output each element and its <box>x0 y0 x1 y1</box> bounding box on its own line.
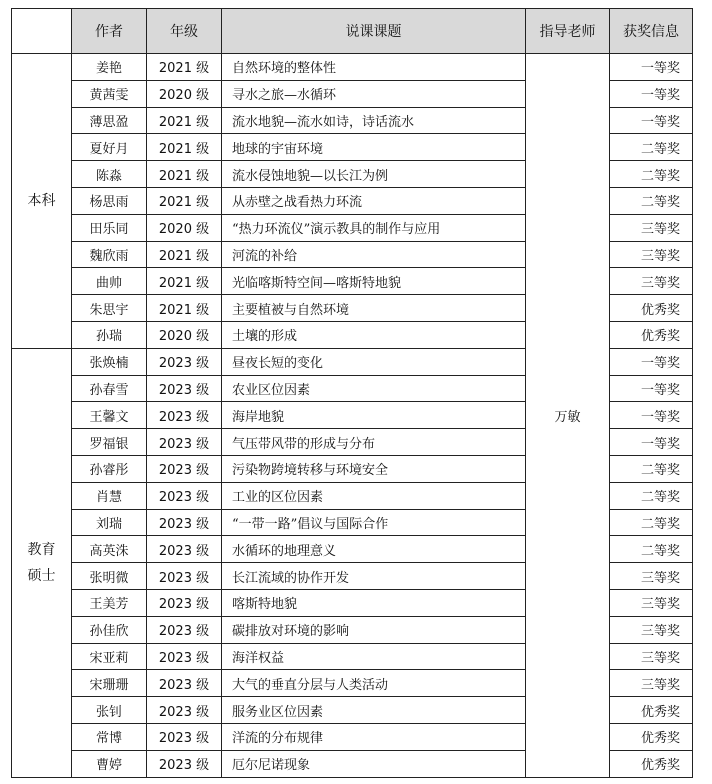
topic-cell: 工业的区位因素 <box>222 482 526 509</box>
grade-cell: 2021 级 <box>147 187 222 214</box>
author-cell: 夏好月 <box>72 134 147 161</box>
author-cell: 高英洙 <box>72 536 147 563</box>
author-cell: 薄思盈 <box>72 107 147 134</box>
grade-cell: 2023 级 <box>147 697 222 724</box>
header-grade: 年级 <box>147 9 222 54</box>
grade-cell: 2021 级 <box>147 161 222 188</box>
awards-table <box>11 8 693 778</box>
grade-cell: 2023 级 <box>147 723 222 750</box>
award-cell: 二等奖 <box>610 161 693 188</box>
header-row <box>12 9 693 54</box>
grade-cell: 2020 级 <box>147 80 222 107</box>
topic-cell: 河流的补给 <box>222 241 526 268</box>
author-cell: 宋珊珊 <box>72 670 147 697</box>
award-cell: 二等奖 <box>610 536 693 563</box>
grade-cell: 2023 级 <box>147 589 222 616</box>
header-award: 获奖信息 <box>610 9 693 54</box>
table-row <box>12 54 693 81</box>
award-cell: 一等奖 <box>610 54 693 81</box>
award-cell: 一等奖 <box>610 348 693 375</box>
author-cell: 杨思雨 <box>72 187 147 214</box>
topic-cell: 主要植被与自然环境 <box>222 295 526 322</box>
grade-cell: 2023 级 <box>147 482 222 509</box>
header-topic: 说课课题 <box>222 9 526 54</box>
topic-cell: 光临喀斯特空间—喀斯特地貌 <box>222 268 526 295</box>
award-cell: 优秀奖 <box>610 321 693 348</box>
grade-cell: 2023 级 <box>147 670 222 697</box>
author-cell: 田乐同 <box>72 214 147 241</box>
grade-cell: 2020 级 <box>147 321 222 348</box>
award-cell: 二等奖 <box>610 187 693 214</box>
topic-cell: 洋流的分布规律 <box>222 723 526 750</box>
grade-cell: 2021 级 <box>147 54 222 81</box>
header-teacher: 指导老师 <box>526 9 610 54</box>
author-cell: 姜艳 <box>72 54 147 81</box>
author-cell: 张焕楠 <box>72 348 147 375</box>
topic-cell: “一带一路”倡议与国际合作 <box>222 509 526 536</box>
grade-cell: 2021 级 <box>147 107 222 134</box>
topic-cell: 大气的垂直分层与人类活动 <box>222 670 526 697</box>
grade-cell: 2023 级 <box>147 348 222 375</box>
award-cell: 一等奖 <box>610 402 693 429</box>
topic-cell: 污染物跨境转移与环境安全 <box>222 455 526 482</box>
grade-cell: 2023 级 <box>147 563 222 590</box>
header-author: 作者 <box>72 9 147 54</box>
group-label: 教育 硕士 <box>12 348 72 777</box>
award-cell: 三等奖 <box>610 268 693 295</box>
award-cell: 优秀奖 <box>610 723 693 750</box>
author-cell: 孙春雪 <box>72 375 147 402</box>
author-cell: 常博 <box>72 723 147 750</box>
grade-cell: 2023 级 <box>147 375 222 402</box>
topic-cell: 厄尔尼诺现象 <box>222 750 526 777</box>
award-cell: 二等奖 <box>610 455 693 482</box>
grade-cell: 2021 级 <box>147 295 222 322</box>
topic-cell: “热力环流仪”演示教具的制作与应用 <box>222 214 526 241</box>
header-group <box>12 9 72 54</box>
topic-cell: 地球的宇宙环境 <box>222 134 526 161</box>
topic-cell: 流水地貌—流水如诗，诗话流水 <box>222 107 526 134</box>
grade-cell: 2023 级 <box>147 429 222 456</box>
topic-cell: 长江流域的协作开发 <box>222 563 526 590</box>
author-cell: 刘瑞 <box>72 509 147 536</box>
award-cell: 二等奖 <box>610 482 693 509</box>
grade-cell: 2021 级 <box>147 268 222 295</box>
group-label: 本科 <box>12 54 72 349</box>
author-cell: 孙佳欣 <box>72 616 147 643</box>
topic-cell: 农业区位因素 <box>222 375 526 402</box>
author-cell: 张明微 <box>72 563 147 590</box>
topic-cell: 喀斯特地貌 <box>222 589 526 616</box>
author-cell: 孙睿彤 <box>72 455 147 482</box>
topic-cell: 服务业区位因素 <box>222 697 526 724</box>
grade-cell: 2020 级 <box>147 214 222 241</box>
author-cell: 王美芳 <box>72 589 147 616</box>
author-cell: 宋亚莉 <box>72 643 147 670</box>
award-cell: 三等奖 <box>610 241 693 268</box>
author-cell: 黄茜雯 <box>72 80 147 107</box>
award-cell: 三等奖 <box>610 589 693 616</box>
award-cell: 三等奖 <box>610 214 693 241</box>
author-cell: 孙瑞 <box>72 321 147 348</box>
topic-cell: 水循环的地理意义 <box>222 536 526 563</box>
award-cell: 一等奖 <box>610 429 693 456</box>
grade-cell: 2023 级 <box>147 455 222 482</box>
award-cell: 三等奖 <box>610 670 693 697</box>
topic-cell: 海洋权益 <box>222 643 526 670</box>
author-cell: 魏欣雨 <box>72 241 147 268</box>
grade-cell: 2023 级 <box>147 750 222 777</box>
table-body <box>12 54 693 778</box>
grade-cell: 2023 级 <box>147 402 222 429</box>
award-cell: 三等奖 <box>610 563 693 590</box>
award-cell: 优秀奖 <box>610 295 693 322</box>
topic-cell: 气压带风带的形成与分布 <box>222 429 526 456</box>
author-cell: 张钊 <box>72 697 147 724</box>
grade-cell: 2021 级 <box>147 134 222 161</box>
award-cell: 一等奖 <box>610 80 693 107</box>
award-cell: 一等奖 <box>610 107 693 134</box>
author-cell: 罗福银 <box>72 429 147 456</box>
topic-cell: 寻水之旅—水循环 <box>222 80 526 107</box>
topic-cell: 自然环境的整体性 <box>222 54 526 81</box>
author-cell: 肖慧 <box>72 482 147 509</box>
topic-cell: 昼夜长短的变化 <box>222 348 526 375</box>
topic-cell: 碳排放对环境的影响 <box>222 616 526 643</box>
award-cell: 优秀奖 <box>610 750 693 777</box>
topic-cell: 从赤壁之战看热力环流 <box>222 187 526 214</box>
award-cell: 二等奖 <box>610 134 693 161</box>
author-cell: 曹婷 <box>72 750 147 777</box>
grade-cell: 2023 级 <box>147 536 222 563</box>
author-cell: 曲帅 <box>72 268 147 295</box>
grade-cell: 2023 级 <box>147 643 222 670</box>
topic-cell: 流水侵蚀地貌—以长江为例 <box>222 161 526 188</box>
author-cell: 陈淼 <box>72 161 147 188</box>
topic-cell: 海岸地貌 <box>222 402 526 429</box>
grade-cell: 2023 级 <box>147 509 222 536</box>
award-cell: 三等奖 <box>610 643 693 670</box>
award-cell: 一等奖 <box>610 375 693 402</box>
award-cell: 三等奖 <box>610 616 693 643</box>
author-cell: 王馨文 <box>72 402 147 429</box>
award-cell: 优秀奖 <box>610 697 693 724</box>
grade-cell: 2023 级 <box>147 616 222 643</box>
award-cell: 二等奖 <box>610 509 693 536</box>
grade-cell: 2021 级 <box>147 241 222 268</box>
teacher-cell: 万敏 <box>526 54 610 778</box>
author-cell: 朱思宇 <box>72 295 147 322</box>
topic-cell: 土壤的形成 <box>222 321 526 348</box>
